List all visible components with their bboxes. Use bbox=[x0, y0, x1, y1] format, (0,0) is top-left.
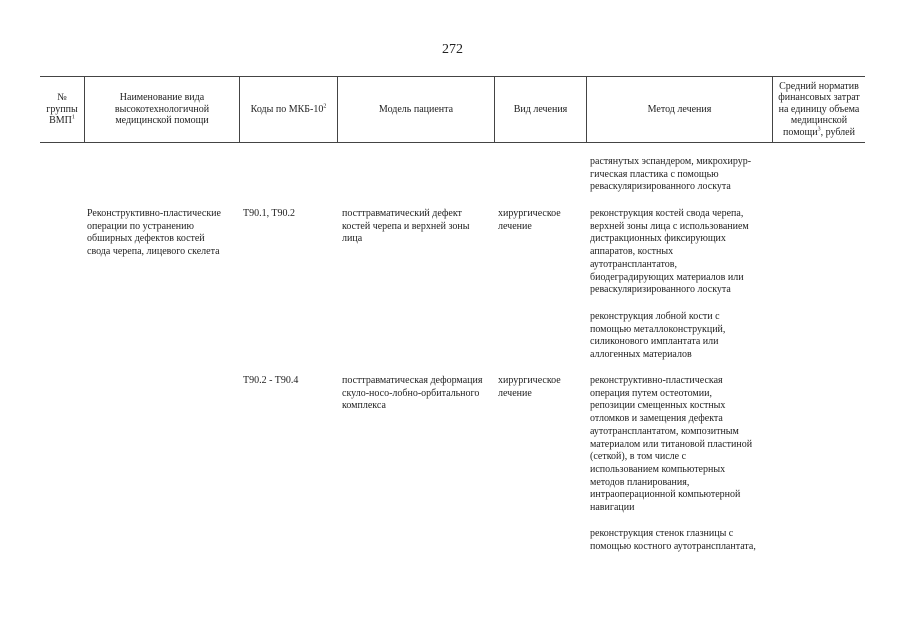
care-type-name: Реконструктивно-пластические операции по устранению обширных дефектов костей свода черепа, лицевого скелета bbox=[87, 208, 221, 258]
header-text: № группы ВМП bbox=[46, 92, 78, 127]
header-text-tail: , рублей bbox=[820, 126, 855, 138]
patient-model: посттравматический дефект костей черепа и верхней зоны лица bbox=[342, 208, 470, 245]
icd-codes: T90.2 - T90.4 bbox=[243, 375, 299, 386]
header-group-number bbox=[40, 77, 84, 142]
treatment-method: реконструкция костей свода черепа, верхней зоны лица с использованием дистракционных фиксирующих аппаратов, костных аутотрансплантатов, биодеградирующих материалов или реваскуляризированного лоскута bbox=[590, 208, 749, 296]
treatment-method: реконструкция стенок глазницы с помощью костного аутотрансплантата, bbox=[590, 528, 756, 552]
footnote-mark: 1 bbox=[71, 114, 75, 121]
method-continuation: растянутых эспандером, микрохирур- гическая пластика с помощью реваскуляризированного лоскута bbox=[590, 156, 752, 193]
header-text: Вид лечения bbox=[513, 103, 568, 115]
footnote-mark: 3 bbox=[817, 126, 821, 133]
header-treatment-type bbox=[495, 77, 586, 142]
header-cost-standard bbox=[773, 77, 865, 142]
icd-codes: T90.1, T90.2 bbox=[243, 208, 296, 219]
footnote-mark: 2 bbox=[323, 103, 327, 110]
header-patient-model bbox=[338, 77, 494, 142]
header-text: Наименование вида высокотехнологичной медицинской помощи bbox=[114, 92, 210, 127]
header-treatment-method bbox=[587, 77, 772, 142]
header-bottom-rule bbox=[40, 142, 865, 143]
header-text: Коды по МКБ-10 bbox=[250, 103, 324, 115]
header-care-type bbox=[85, 77, 239, 142]
page-number: 272 bbox=[442, 42, 463, 57]
header-text: Метод лечения bbox=[647, 103, 712, 115]
header-text: Модель пациента bbox=[378, 103, 454, 115]
treatment-method: реконструктивно-пластическая операция путем остеотомии, репозиции смещенных костных отломков и замещения дефекта аутотрансплантатом, композитным материалом или титановой пластиной (сеткой), в том числе с использованием компьютерных методов планирования, интраоперационной компьютерной навигации bbox=[590, 375, 753, 514]
treatment-method: реконструкция лобной кости с помощью металлоконструкций, силиконового имплантата или аллогенных материалов bbox=[590, 311, 726, 361]
header-icd-codes bbox=[240, 77, 337, 142]
header-text: Средний норматив финансовых затрат на единицу объема медицинской помощи bbox=[778, 80, 860, 138]
patient-model: посттравматическая деформация скуло-носо-лобно-орбитального комплекса bbox=[342, 375, 483, 412]
treatment-type: хирургическое лечение bbox=[498, 208, 561, 232]
treatment-type: хирургическое лечение bbox=[498, 375, 561, 399]
